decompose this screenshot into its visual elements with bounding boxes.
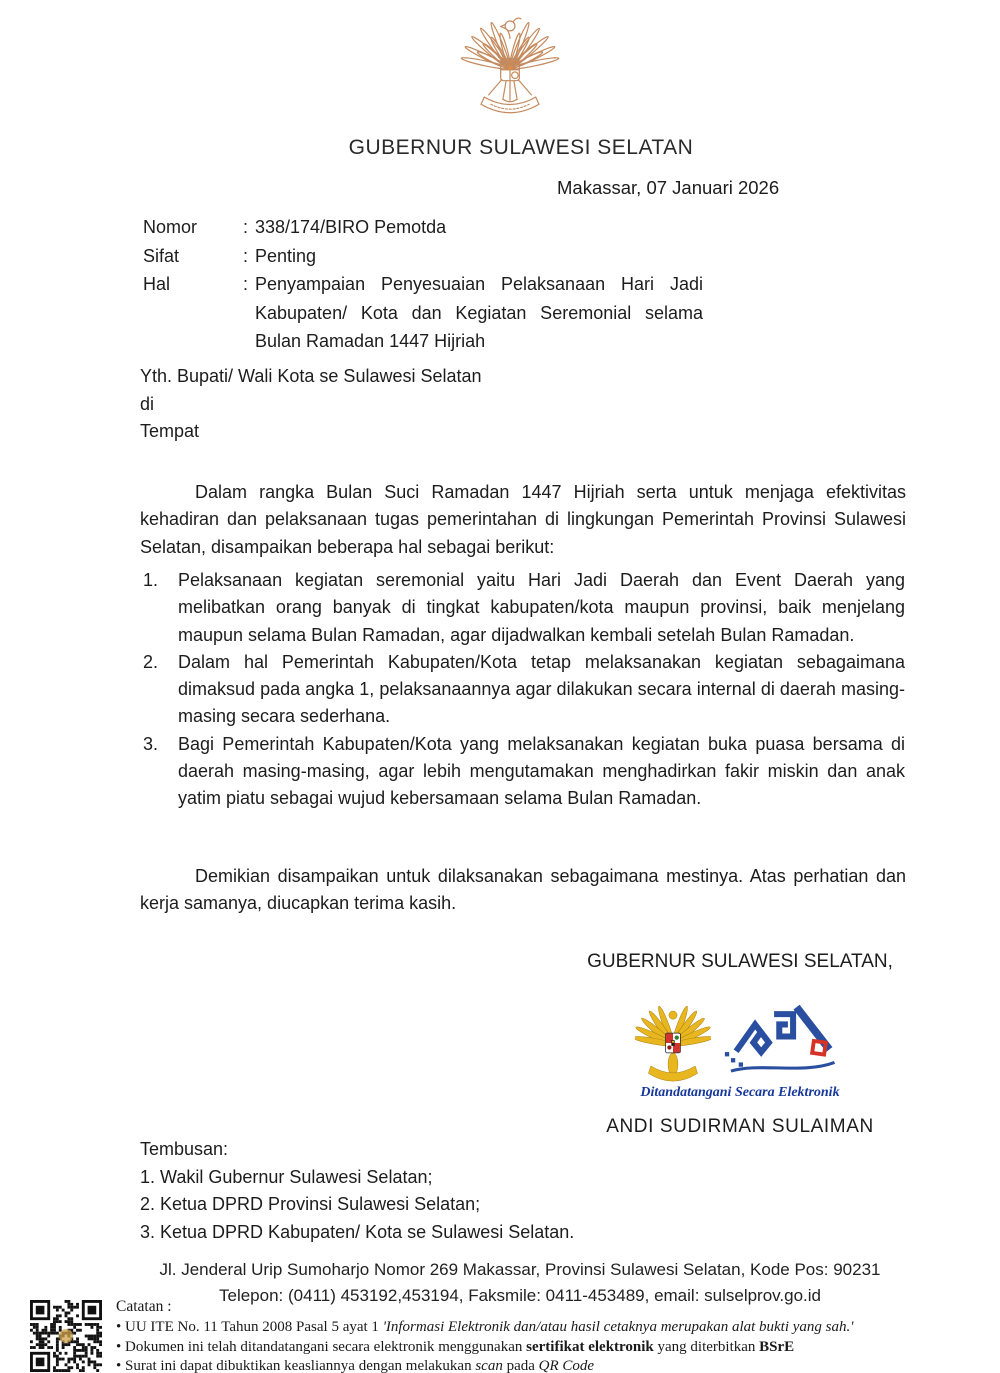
recipient-line: Tempat — [140, 421, 200, 441]
meta-row-sifat — [143, 242, 703, 271]
meta-value: 338/174/BIRO Pemotda — [255, 217, 447, 237]
electronic-signature-stamp — [545, 1002, 935, 1084]
catatan-block — [116, 1297, 916, 1373]
catatan-note: • UU ITE No. 11 Tahun 2008 Pasal 5 ayat 1 'Informasi Elektronik dan/atau hasil cetaknya merupakan alat bukti yang sah.' — [116, 1319, 854, 1336]
recipient-block — [140, 363, 482, 446]
tembusan-item: 2. Ketua DPRD Provinsi Sulawesi Selatan; — [140, 1194, 481, 1214]
tembusan-item: 3. Ketua DPRD Kabupaten/ Kota se Sulawesi Selatan. — [140, 1221, 575, 1242]
catatan-title: Catatan : — [116, 1298, 172, 1315]
list-item-text: Bagi Pemerintah Kabupaten/Kota yang melaksanakan kegiatan buka puasa bersama di daerah masing-masing, agar lebih mengutamakan menghadirkan fakir miskin dan anak yatim piatu sebagai wujud kebersamaan selama Bulan Ramadan. — [178, 733, 905, 809]
list-item-number: 3. — [143, 733, 159, 754]
signature-block — [545, 951, 935, 1138]
list-item — [143, 731, 905, 813]
garuda-pancasila-color-icon — [635, 1002, 711, 1084]
signer-name: ANDI SUDIRMAN SULAIMAN — [606, 1116, 874, 1137]
meta-row-nomor — [143, 213, 703, 242]
list-item-text: Pelaksanaan kegiatan seremonial yaitu Hari Jadi Daerah dan Event Daerah yang melibatkan orang banyak di tingkat kabupaten/kota maupun provinsi, baik menjelang maupun selama Bulan Ramadan, agar dijadwalkan kembali setelah Bulan Ramadan. — [178, 570, 905, 645]
meta-value: Penting — [255, 245, 317, 266]
tembusan-item: 1. Wakil Gubernur Sulawesi Selatan; — [140, 1166, 433, 1187]
catatan-note: • Dokumen ini telah ditandatangani secara elektronik menggunakan sertifikat elektronik yang diterbitkan BSrE — [116, 1338, 795, 1355]
dateline: Makassar, 07 Januari 2026 — [557, 177, 780, 198]
letterhead-title: GUBERNUR SULAWESI SELATAN — [348, 136, 694, 159]
list-item-number: 2. — [143, 651, 159, 672]
list-item — [143, 567, 905, 649]
recipient-line: di — [140, 393, 155, 414]
list-item-text: Dalam hal Pemerintah Kabupaten/Kota tetap melaksanakan kegiatan sebagaimana dimaksud pada angka 1, pelaksanaannya agar dilakukan secara internal di daerah masing-masing secara sederhana. — [178, 651, 905, 727]
list-item-number: 1. — [143, 570, 159, 590]
meta-label: Nomor — [143, 217, 198, 237]
meta-separator: : — [243, 245, 249, 266]
opening-paragraph: Dalam rangka Bulan Suci Ramadan 1447 Hijriah serta untuk menjaga efektivitas kehadiran dan pelaksanaan tugas pemerintahan di lingkungan Pemerintah Provinsi Sulawesi Selatan, disampaikan beberapa hal sebagai berikut: — [140, 482, 906, 557]
footer-address-line: Jl. Jenderal Urip Sumoharjo Nomor 269 Makassar, Provinsi Sulawesi Selatan, Kode Pos: 90231 — [159, 1260, 881, 1279]
footer-contact-line: Telepon: (0411) 453192,453194, Faksmile: 0411-453489, email: sulselprov.go.id — [219, 1286, 821, 1305]
meta-label: Sifat — [143, 245, 180, 266]
meta-separator: : — [243, 217, 249, 237]
meta-row-hal — [143, 270, 703, 356]
tembusan-title: Tembusan: — [140, 1139, 229, 1159]
numbered-list — [143, 567, 905, 813]
list-item — [143, 649, 905, 731]
bsre-logo-icon — [717, 1002, 845, 1084]
meta-separator: : — [243, 274, 249, 294]
qr-code — [30, 1300, 102, 1372]
meta-value: Penyampaian Penyesuaian Pelaksanaan Hari Jadi Kabupaten/ Kota dan Kegiatan Seremonial selama Bulan Ramadan 1447 Hijriah — [255, 274, 703, 351]
closing-paragraph: Demikian disampaikan untuk dilaksanakan sebagaimana mestinya. Atas perhatian dan kerja samanya, diucapkan terima kasih. — [140, 866, 906, 914]
stamp-caption: Ditandatangani Secara Elektronik — [640, 1085, 840, 1100]
recipient-line: Yth. Bupati/ Wali Kota se Sulawesi Selatan — [140, 366, 482, 386]
signature-position-title: GUBERNUR SULAWESI SELATAN, — [587, 951, 893, 972]
meta-label: Hal — [143, 274, 171, 294]
garuda-pancasila-outline-icon — [458, 6, 562, 128]
letter-meta — [143, 213, 703, 356]
tembusan-block — [140, 1136, 574, 1246]
catatan-note: • Surat ini dapat dibuktikan keasliannya dengan melakukan scan pada QR Code — [116, 1357, 595, 1373]
